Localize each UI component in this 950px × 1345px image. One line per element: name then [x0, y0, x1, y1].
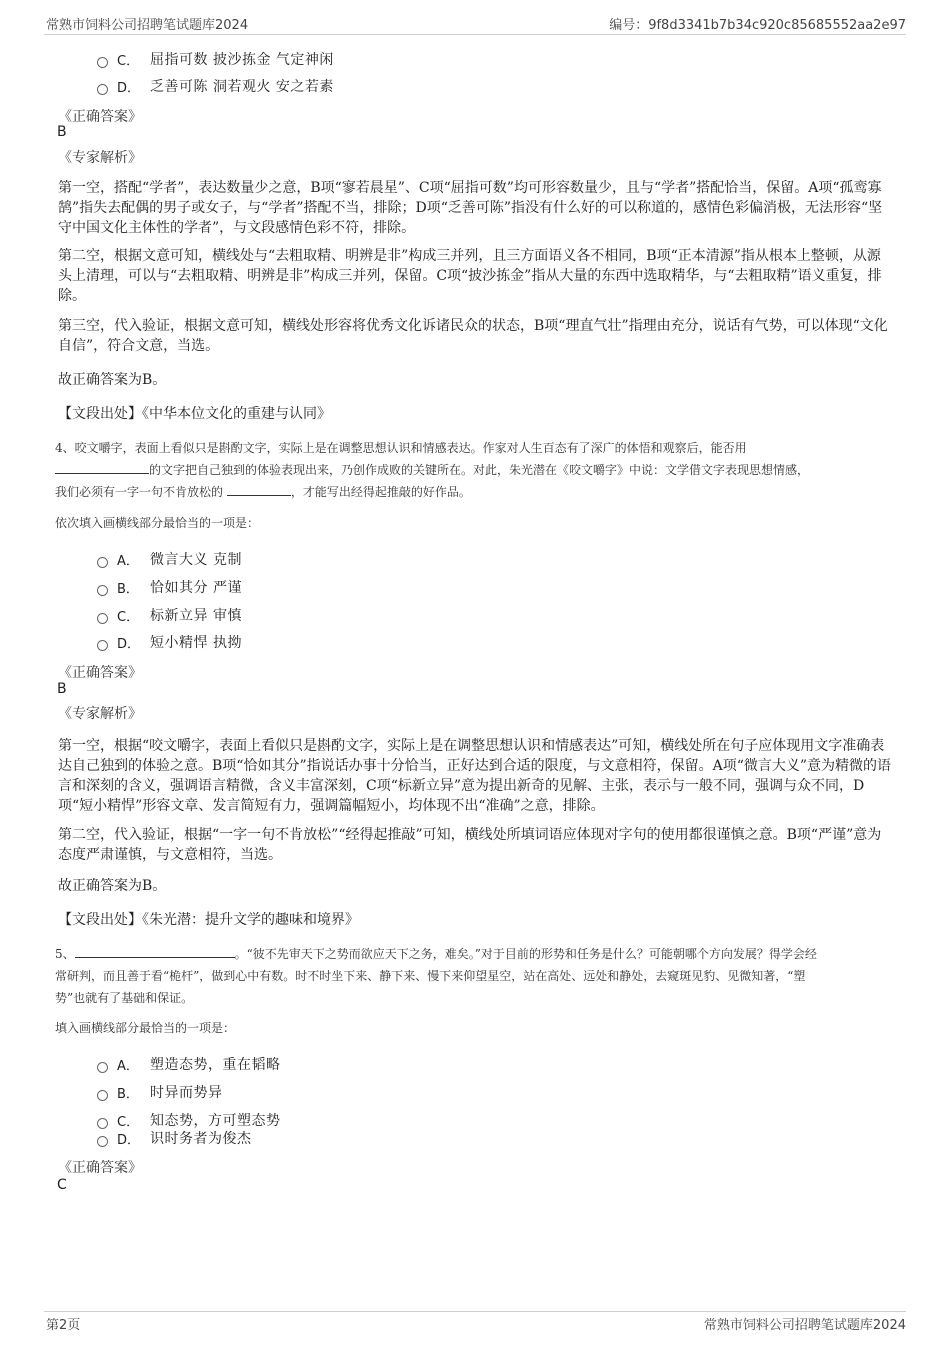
radio-icon[interactable]	[97, 1118, 108, 1129]
radio-icon[interactable]	[97, 640, 108, 651]
option-a[interactable]	[97, 549, 242, 569]
answer-value: B	[57, 124, 67, 140]
option-letter: A．	[117, 1058, 139, 1074]
option-d[interactable]	[97, 1128, 252, 1148]
option-text: 微言大义 克制	[150, 552, 242, 568]
question-text: 我们必须有一字一句不肯放松的	[55, 485, 224, 499]
option-letter: D．	[117, 80, 141, 96]
question-prompt: 依次填入画横线部分最恰当的一项是：	[55, 516, 260, 530]
question-prompt: 填入画横线部分最恰当的一项是：	[55, 1021, 236, 1035]
question-4-stem	[55, 437, 895, 503]
answer-label: 《正确答案》	[58, 109, 142, 125]
question-text: ，才能写出经得起推敲的好作品。	[290, 485, 471, 499]
analysis-label: 《专家解析》	[58, 706, 142, 722]
option-text: 塑造态势，重在韬略	[150, 1057, 281, 1073]
header-code	[609, 14, 906, 33]
question-number: 4、	[55, 441, 75, 455]
option-text: 屈指可数 披沙拣金 气定神闲	[150, 52, 334, 68]
question-number: 5、	[55, 947, 75, 961]
option-text: 乏善可陈 洞若观火 安之若素	[150, 79, 334, 95]
analysis-paragraph: 第三空，代入验证，根据文意可知，横线处形容将优秀文化诉诸民众的状态，B项“理直气壮”指理由充分，说话有气势，可以体现“文化自信”，符合文意，当选。	[58, 318, 888, 354]
radio-icon[interactable]	[97, 57, 108, 68]
option-b[interactable]	[97, 1082, 223, 1102]
answer-value: C	[57, 1177, 67, 1193]
question-text: 势”也就有了基础和保证。	[55, 991, 194, 1005]
option-c[interactable]	[97, 605, 242, 625]
radio-icon[interactable]	[97, 613, 108, 624]
header-divider	[44, 34, 906, 35]
footer-divider	[44, 1311, 906, 1312]
option-letter: B．	[117, 581, 139, 597]
question-text: 咬文嚼字，表面上看似只是斟酌文字，实际上是在调整思想认识和情感表达。作家对人生百态有了深广的体悟和观察后，能否用	[74, 441, 747, 455]
answer-label: 《正确答案》	[58, 1160, 142, 1176]
source-citation: 【文段出处】《中华本位文化的重建与认同》	[58, 406, 331, 422]
option-letter: A．	[117, 553, 139, 569]
analysis-paragraph: 第一空，搭配“学者”，表达数量少之意，B项“寥若晨星”、C项“屈指可数”均可形容数量少，且与“学者”搭配恰当，保留。A项“孤鸾寡鹄”指失去配偶的男子或女子，与“学者”搭配不当，排除；D项“乏善可陈”指没有什么好的可以称道的，感情色彩偏消极，无法形容“坚守中国文化主体性的学者”，与文段感情色彩不符，排除。	[58, 180, 883, 236]
radio-icon[interactable]	[97, 585, 108, 596]
fill-blank	[227, 482, 291, 496]
answer-value: B	[57, 681, 67, 697]
option-letter: B．	[117, 1086, 139, 1102]
radio-icon[interactable]	[97, 557, 108, 568]
option-a[interactable]	[97, 1054, 281, 1074]
source-citation: 【文段出处】《朱光潜：提升文学的趣味和境界》	[58, 912, 359, 928]
radio-icon[interactable]	[97, 1090, 108, 1101]
option-text: 时异而势异	[150, 1085, 223, 1101]
page-number: 第2页	[46, 1318, 81, 1333]
header-title: 常熟市饲料公司招聘笔试题库2024	[46, 18, 249, 33]
option-c[interactable]	[97, 49, 334, 69]
option-letter: C．	[117, 609, 140, 625]
option-text: 知态势，方可塑态势	[150, 1113, 281, 1129]
fill-blank	[75, 944, 235, 958]
option-letter: C．	[117, 53, 140, 69]
option-text: 恰如其分 严谨	[150, 580, 242, 596]
question-text: 的文字把自己独到的体验表现出来，乃创作成败的关键所在。对此，朱光潜在《咬文嚼字》中说：文学借文字表现思想情感，	[149, 463, 810, 477]
radio-icon[interactable]	[97, 84, 108, 95]
radio-icon[interactable]	[97, 1062, 108, 1073]
header-code-label: 编号：	[609, 18, 649, 33]
option-text: 识时务者为俊杰	[150, 1131, 252, 1147]
option-text: 短小精悍 执拗	[150, 635, 242, 651]
option-letter: D．	[117, 1132, 141, 1148]
option-d[interactable]	[97, 76, 334, 96]
option-letter: D．	[117, 636, 141, 652]
header-code-value: 9f8d3341b7b34c920c85685552aa2e97	[648, 18, 906, 33]
analysis-paragraph: 第二空，代入验证，根据“一字一句不肯放松”“经得起推敲”可知，横线处所填词语应体现对字句的使用都很谨慎之意。B项“严谨”意为态度严肃谨慎，与文意相符，当选。	[58, 827, 882, 863]
footer-title: 常熟市饲料公司招聘笔试题库2024	[703, 1318, 906, 1333]
analysis-paragraph: 第二空，根据文意可知，横线处与“去粗取精、明辨是非”构成三并列，且三方面语义各不相同，B项“正本清源”指从根本上整顿，从源头上清理，可以与“去粗取精、明辨是非”构成三并列，保留。C项“披沙拣金”指从大量的东西中选取精华，与“去粗取精”语义重复，排除。	[58, 248, 882, 304]
option-text: 标新立异 审慎	[150, 608, 242, 624]
analysis-conclusion: 故正确答案为B。	[58, 878, 167, 894]
question-text: 。“彼不先审天下之势而欲应天下之务，难矣。”对于目前的形势和任务是什么？可能朝哪个方向发展？得学会经	[234, 947, 817, 961]
analysis-conclusion: 故正确答案为B。	[58, 372, 167, 388]
answer-label: 《正确答案》	[58, 665, 142, 681]
option-b[interactable]	[97, 577, 242, 597]
fill-blank	[55, 460, 149, 474]
option-d[interactable]	[97, 632, 242, 652]
option-c[interactable]	[97, 1110, 281, 1130]
question-5-stem	[55, 943, 895, 1009]
radio-icon[interactable]	[97, 1136, 108, 1147]
question-text: 常研判，而且善于看“桅杆”，做到心中有数。时不时坐下来、静下来、慢下来仰望星空，站在高处、远处和静处，去窥斑见豹、见微知著，“塑	[55, 969, 806, 983]
analysis-label: 《专家解析》	[58, 150, 142, 166]
analysis-paragraph: 第一空，根据“咬文嚼字，表面上看似只是斟酌文字，实际上是在调整思想认识和情感表达”可知，横线处所在句子应体现用文字准确表达自己独到的体验之意。B项“恰如其分”指说话办事十分恰当，正好达到合适的限度，与文意相符，保留。A项“微言大义”意为精微的语言和深刻的含义，强调语言精微，含义丰富深刻，C项“标新立异”意为提出新奇的见解、主张，表示与一般不同，强调与众不同，D项“短小精悍”形容文章、发言简短有力，强调篇幅短小，均体现不出“准确”之意，排除。	[58, 738, 892, 814]
option-letter: C．	[117, 1114, 140, 1130]
